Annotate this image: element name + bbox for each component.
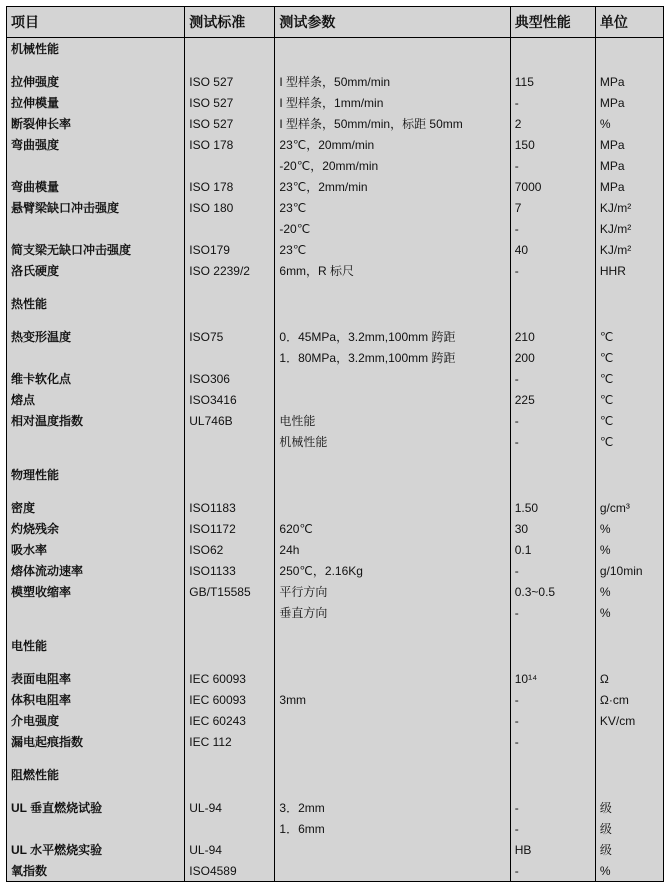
cell-parameter	[275, 497, 510, 518]
table-row	[7, 71, 664, 92]
cell-standard	[185, 431, 275, 452]
cell-typical-value: HB	[510, 839, 595, 860]
cell-item: 洛氏硬度	[7, 260, 185, 281]
header-parameter: 测试参数	[275, 7, 510, 38]
cell-standard: IEC 112	[185, 731, 275, 752]
cell-standard: UL746B	[185, 410, 275, 431]
cell-item: 熔体流动速率	[7, 560, 185, 581]
cell-standard: ISO62	[185, 539, 275, 560]
table-row	[7, 860, 664, 882]
cell-parameter: 平行方向	[275, 581, 510, 602]
spacer-cell	[275, 623, 510, 635]
table-row	[7, 260, 664, 281]
cell-unit: g/10min	[595, 560, 663, 581]
cell-typical-value: 225	[510, 389, 595, 410]
cell-item: 拉伸模量	[7, 92, 185, 113]
cell-parameter: 3mm	[275, 689, 510, 710]
spacer-cell	[595, 59, 663, 71]
spacer-cell	[185, 464, 275, 485]
table-spacer-row	[7, 785, 664, 797]
cell-parameter	[275, 389, 510, 410]
spacer-cell	[275, 656, 510, 668]
cell-unit: MPa	[595, 176, 663, 197]
cell-standard: ISO 527	[185, 92, 275, 113]
cell-unit: Ω·cm	[595, 689, 663, 710]
cell-parameter: 垂直方向	[275, 602, 510, 623]
spacer-cell	[510, 785, 595, 797]
section-title: 阻燃性能	[7, 764, 185, 785]
spacer-cell	[510, 38, 595, 60]
table-spacer-row	[7, 59, 664, 71]
header-item: 项目	[7, 7, 185, 38]
cell-parameter: 0．45MPa，3.2mm,100mm 跨距	[275, 326, 510, 347]
cell-item: 弯曲模量	[7, 176, 185, 197]
cell-unit: KV/cm	[595, 710, 663, 731]
cell-typical-value: 0.3~0.5	[510, 581, 595, 602]
table-row	[7, 839, 664, 860]
cell-unit: ℃	[595, 347, 663, 368]
table-section-row	[7, 293, 664, 314]
spacer-cell	[595, 656, 663, 668]
spacer-cell	[185, 293, 275, 314]
cell-standard: UL-94	[185, 797, 275, 818]
spacer-cell	[275, 281, 510, 293]
cell-parameter: 23℃，20mm/min	[275, 134, 510, 155]
spacer-cell	[7, 485, 185, 497]
cell-parameter: 1．80MPa，3.2mm,100mm 跨距	[275, 347, 510, 368]
table-section-row	[7, 464, 664, 485]
cell-parameter: 机械性能	[275, 431, 510, 452]
cell-typical-value: -	[510, 860, 595, 882]
section-title: 热性能	[7, 293, 185, 314]
cell-item	[7, 155, 185, 176]
cell-parameter: 1．6mm	[275, 818, 510, 839]
cell-unit: %	[595, 113, 663, 134]
cell-item: 模塑收缩率	[7, 581, 185, 602]
cell-item: 拉伸强度	[7, 71, 185, 92]
spacer-cell	[275, 452, 510, 464]
cell-parameter	[275, 710, 510, 731]
cell-typical-value: 115	[510, 71, 595, 92]
cell-item: 相对温度指数	[7, 410, 185, 431]
spacer-cell	[595, 635, 663, 656]
table-row	[7, 431, 664, 452]
spacer-cell	[510, 464, 595, 485]
table-row	[7, 389, 664, 410]
cell-standard: ISO 178	[185, 176, 275, 197]
cell-item	[7, 347, 185, 368]
table-spacer-row	[7, 623, 664, 635]
cell-standard: ISO306	[185, 368, 275, 389]
spacer-cell	[185, 764, 275, 785]
cell-typical-value: 40	[510, 239, 595, 260]
cell-unit: MPa	[595, 155, 663, 176]
table-row	[7, 218, 664, 239]
spacer-cell	[275, 314, 510, 326]
spacer-cell	[185, 656, 275, 668]
cell-item	[7, 431, 185, 452]
spacer-cell	[7, 314, 185, 326]
table-row	[7, 239, 664, 260]
cell-item	[7, 818, 185, 839]
spacer-cell	[510, 656, 595, 668]
cell-unit: ℃	[595, 326, 663, 347]
cell-standard: ISO3416	[185, 389, 275, 410]
table-row	[7, 134, 664, 155]
cell-parameter: -20℃，20mm/min	[275, 155, 510, 176]
cell-item: 悬臂梁缺口冲击强度	[7, 197, 185, 218]
spacer-cell	[595, 764, 663, 785]
cell-item: 弯曲强度	[7, 134, 185, 155]
cell-typical-value: 10¹⁴	[510, 668, 595, 689]
spacer-cell	[595, 452, 663, 464]
spacer-cell	[7, 623, 185, 635]
table-row	[7, 176, 664, 197]
cell-item: 漏电起痕指数	[7, 731, 185, 752]
cell-typical-value: 2	[510, 113, 595, 134]
cell-standard	[185, 602, 275, 623]
spacer-cell	[185, 785, 275, 797]
cell-parameter	[275, 731, 510, 752]
spacer-cell	[185, 752, 275, 764]
spacer-cell	[595, 314, 663, 326]
cell-typical-value: -	[510, 218, 595, 239]
cell-standard: ISO75	[185, 326, 275, 347]
cell-item: 吸水率	[7, 539, 185, 560]
table-row	[7, 560, 664, 581]
cell-parameter	[275, 839, 510, 860]
cell-typical-value: 1.50	[510, 497, 595, 518]
cell-typical-value: 7	[510, 197, 595, 218]
cell-unit: MPa	[595, 92, 663, 113]
table-row	[7, 581, 664, 602]
cell-typical-value: 30	[510, 518, 595, 539]
table-spacer-row	[7, 314, 664, 326]
cell-unit	[595, 731, 663, 752]
cell-standard	[185, 155, 275, 176]
cell-item: 简支梁无缺口冲击强度	[7, 239, 185, 260]
spacer-cell	[595, 485, 663, 497]
table-row	[7, 689, 664, 710]
cell-item	[7, 218, 185, 239]
table-row	[7, 818, 664, 839]
spacer-cell	[275, 293, 510, 314]
spacer-cell	[275, 59, 510, 71]
cell-typical-value: -	[510, 602, 595, 623]
cell-typical-value: -	[510, 797, 595, 818]
cell-unit: 级	[595, 839, 663, 860]
cell-parameter: -20℃	[275, 218, 510, 239]
cell-unit: ℃	[595, 410, 663, 431]
table-spacer-row	[7, 485, 664, 497]
spacer-cell	[510, 752, 595, 764]
cell-unit: Ω	[595, 668, 663, 689]
spacer-cell	[7, 752, 185, 764]
spacer-cell	[595, 623, 663, 635]
cell-parameter: 24h	[275, 539, 510, 560]
cell-standard: ISO 2239/2	[185, 260, 275, 281]
section-title: 机械性能	[7, 38, 185, 60]
cell-item: 熔点	[7, 389, 185, 410]
cell-standard: IEC 60243	[185, 710, 275, 731]
spacer-cell	[7, 281, 185, 293]
cell-typical-value: -	[510, 155, 595, 176]
cell-typical-value: 200	[510, 347, 595, 368]
cell-item: UL 水平燃烧实验	[7, 839, 185, 860]
table-spacer-row	[7, 452, 664, 464]
cell-typical-value: -	[510, 368, 595, 389]
cell-parameter: 23℃	[275, 197, 510, 218]
cell-parameter: 620℃	[275, 518, 510, 539]
cell-parameter: I 型样条，50mm/min，标距 50mm	[275, 113, 510, 134]
cell-unit: %	[595, 539, 663, 560]
cell-item: 体积电阻率	[7, 689, 185, 710]
header-standard: 测试标准	[185, 7, 275, 38]
cell-unit: ℃	[595, 431, 663, 452]
cell-parameter: 3．2mm	[275, 797, 510, 818]
cell-standard: ISO1133	[185, 560, 275, 581]
cell-unit: KJ/m²	[595, 218, 663, 239]
spacer-cell	[595, 464, 663, 485]
cell-standard: IEC 60093	[185, 689, 275, 710]
cell-standard: ISO 527	[185, 71, 275, 92]
spacer-cell	[510, 623, 595, 635]
spacer-cell	[275, 635, 510, 656]
cell-unit: MPa	[595, 71, 663, 92]
table-row	[7, 113, 664, 134]
cell-item: 密度	[7, 497, 185, 518]
cell-unit: 级	[595, 818, 663, 839]
spacer-cell	[185, 452, 275, 464]
spacer-cell	[185, 623, 275, 635]
cell-item: 氧指数	[7, 860, 185, 882]
cell-unit: 级	[595, 797, 663, 818]
cell-standard: IEC 60093	[185, 668, 275, 689]
cell-parameter	[275, 368, 510, 389]
cell-item: 维卡软化点	[7, 368, 185, 389]
cell-unit: %	[595, 518, 663, 539]
table-row	[7, 368, 664, 389]
cell-standard	[185, 818, 275, 839]
material-property-table	[6, 6, 664, 882]
cell-standard	[185, 218, 275, 239]
cell-unit: %	[595, 860, 663, 882]
cell-parameter	[275, 668, 510, 689]
cell-standard: ISO179	[185, 239, 275, 260]
spacer-cell	[510, 635, 595, 656]
cell-item: 热变形温度	[7, 326, 185, 347]
table-body	[7, 7, 664, 882]
cell-parameter: 电性能	[275, 410, 510, 431]
cell-unit: %	[595, 602, 663, 623]
spacer-cell	[595, 785, 663, 797]
cell-typical-value: -	[510, 410, 595, 431]
header-unit: 单位	[595, 7, 663, 38]
cell-standard: ISO 180	[185, 197, 275, 218]
cell-typical-value: -	[510, 260, 595, 281]
cell-typical-value: 210	[510, 326, 595, 347]
spacer-cell	[185, 38, 275, 60]
cell-parameter: 250℃，2.16Kg	[275, 560, 510, 581]
spacer-cell	[185, 59, 275, 71]
spacer-cell	[510, 281, 595, 293]
cell-unit: ℃	[595, 389, 663, 410]
table-row	[7, 326, 664, 347]
spacer-cell	[185, 281, 275, 293]
table-row	[7, 92, 664, 113]
section-title: 物理性能	[7, 464, 185, 485]
spacer-cell	[185, 485, 275, 497]
cell-typical-value: -	[510, 560, 595, 581]
cell-parameter: 6mm，R 标尺	[275, 260, 510, 281]
spacer-cell	[510, 485, 595, 497]
spacer-cell	[275, 764, 510, 785]
cell-unit: KJ/m²	[595, 197, 663, 218]
table-row	[7, 518, 664, 539]
cell-standard: ISO1183	[185, 497, 275, 518]
cell-unit: %	[595, 581, 663, 602]
cell-standard	[185, 347, 275, 368]
table-section-row	[7, 635, 664, 656]
table-spacer-row	[7, 656, 664, 668]
spacer-cell	[7, 656, 185, 668]
cell-typical-value: -	[510, 731, 595, 752]
cell-typical-value: 0.1	[510, 539, 595, 560]
spacer-cell	[510, 293, 595, 314]
cell-item: 断裂伸长率	[7, 113, 185, 134]
table-header-row	[7, 7, 664, 38]
spacer-cell	[595, 752, 663, 764]
table-section-row	[7, 764, 664, 785]
spacer-cell	[7, 785, 185, 797]
cell-typical-value: 150	[510, 134, 595, 155]
spacer-cell	[185, 635, 275, 656]
cell-parameter: 23℃，2mm/min	[275, 176, 510, 197]
cell-standard: GB/T15585	[185, 581, 275, 602]
cell-standard: ISO4589	[185, 860, 275, 882]
spacer-cell	[275, 485, 510, 497]
table-row	[7, 497, 664, 518]
table-row	[7, 602, 664, 623]
cell-item: 表面电阻率	[7, 668, 185, 689]
spacer-cell	[595, 293, 663, 314]
spacer-cell	[7, 452, 185, 464]
table-section-row	[7, 38, 664, 60]
cell-typical-value: -	[510, 92, 595, 113]
cell-parameter: I 型样条，1mm/min	[275, 92, 510, 113]
spacer-cell	[510, 59, 595, 71]
cell-typical-value: 7000	[510, 176, 595, 197]
cell-unit: KJ/m²	[595, 239, 663, 260]
cell-typical-value: -	[510, 689, 595, 710]
table-row	[7, 797, 664, 818]
cell-standard: ISO 527	[185, 113, 275, 134]
cell-standard: ISO1172	[185, 518, 275, 539]
cell-item: 灼烧残余	[7, 518, 185, 539]
table-row	[7, 710, 664, 731]
cell-typical-value: -	[510, 710, 595, 731]
cell-item: 介电强度	[7, 710, 185, 731]
table-spacer-row	[7, 752, 664, 764]
spacer-cell	[510, 764, 595, 785]
table-row	[7, 197, 664, 218]
cell-item: UL 垂直燃烧试验	[7, 797, 185, 818]
spacer-cell	[275, 38, 510, 60]
cell-parameter: 23℃	[275, 239, 510, 260]
table-row	[7, 155, 664, 176]
cell-standard: UL-94	[185, 839, 275, 860]
spacer-cell	[275, 752, 510, 764]
section-title: 电性能	[7, 635, 185, 656]
cell-unit: MPa	[595, 134, 663, 155]
table-row	[7, 539, 664, 560]
spacer-cell	[595, 281, 663, 293]
cell-unit: HHR	[595, 260, 663, 281]
cell-parameter	[275, 860, 510, 882]
cell-unit: g/cm³	[595, 497, 663, 518]
cell-typical-value: -	[510, 818, 595, 839]
cell-standard: ISO 178	[185, 134, 275, 155]
spacer-cell	[185, 314, 275, 326]
spacer-cell	[275, 464, 510, 485]
table-row	[7, 347, 664, 368]
spacer-cell	[7, 59, 185, 71]
cell-item	[7, 602, 185, 623]
cell-unit: ℃	[595, 368, 663, 389]
spacer-cell	[510, 314, 595, 326]
cell-parameter: I 型样条，50mm/min	[275, 71, 510, 92]
table-spacer-row	[7, 281, 664, 293]
spacer-cell	[275, 785, 510, 797]
table-row	[7, 410, 664, 431]
spacer-cell	[510, 452, 595, 464]
table-row	[7, 668, 664, 689]
table-row	[7, 731, 664, 752]
spacer-cell	[595, 38, 663, 60]
header-typical: 典型性能	[510, 7, 595, 38]
cell-typical-value: -	[510, 431, 595, 452]
